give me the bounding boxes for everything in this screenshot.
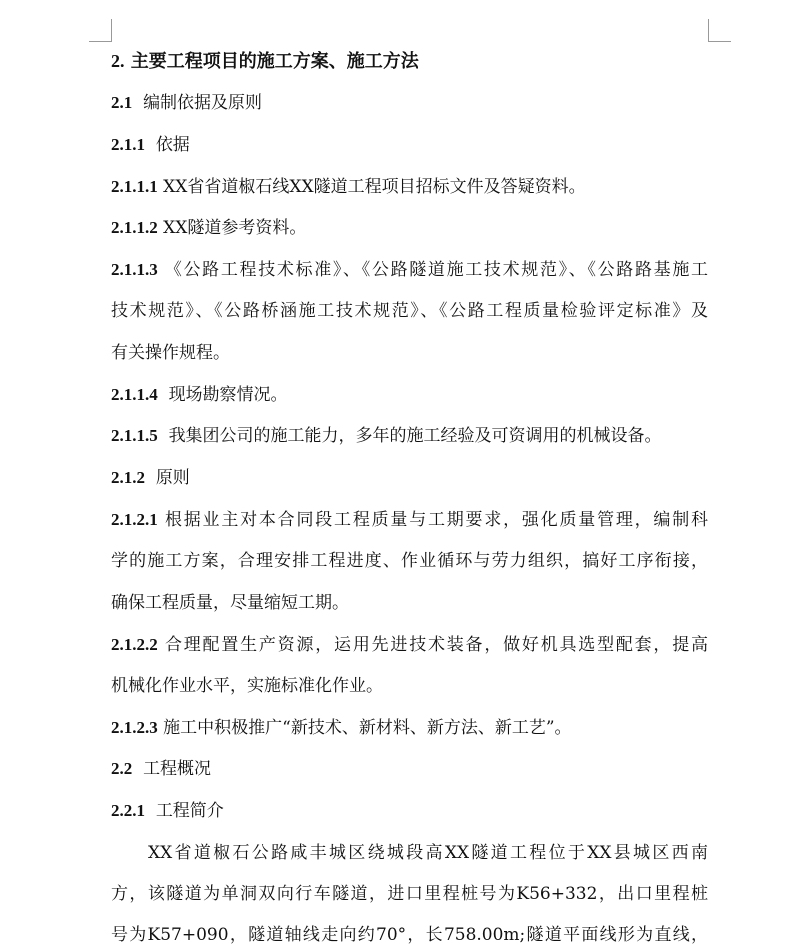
subsection-heading <box>111 799 224 823</box>
paragraph-line <box>111 258 708 282</box>
paragraph-line <box>111 216 306 240</box>
paragraph-text: 合理配置生产资源，运用先进技术装备，做好机具选型配套，提高 <box>164 635 709 655</box>
section-number: 2.1.1 <box>111 135 145 154</box>
paragraph-text: 现场勘察情况。 <box>168 385 288 405</box>
paragraph-text: 号为K57+090，隧道轴线走向约70°，长758.00m;隧道平面线形为直线， <box>111 925 708 945</box>
section-number: 2.1 <box>111 93 133 112</box>
paragraph-text: XX省道椒石公路咸丰城区绕城段高XX隧道工程位于XX县城区西南 <box>148 843 708 863</box>
paragraph-text: 有关操作规程。 <box>111 343 230 363</box>
section-number: 2.1.1.2 <box>111 218 158 237</box>
section-number: 2.1.2 <box>111 468 145 487</box>
paragraph-line <box>111 882 708 906</box>
paragraph-line <box>111 716 572 740</box>
paragraph-text: 确保工程质量，尽量缩短工期。 <box>111 593 349 613</box>
section-number: 2.1.2.1 <box>111 510 158 529</box>
subsection-heading <box>111 757 211 781</box>
paragraph-line <box>111 674 383 698</box>
paragraph-line <box>111 383 288 407</box>
section-number: 2.2.1 <box>111 801 145 820</box>
section-title: 工程概况 <box>143 759 212 779</box>
paragraph-line <box>111 508 708 532</box>
section-number: 2.2 <box>111 759 133 778</box>
section-number: 2.1.2.3 <box>111 718 158 737</box>
paragraph-line <box>111 424 662 448</box>
section-number: 2.1.1.3 <box>111 260 158 279</box>
paragraph-text: 根据业主对本合同段工程质量与工期要求，强化质量管理，编制科 <box>164 510 709 530</box>
subsection-heading <box>111 466 190 490</box>
section-number: 2.1.2.2 <box>111 635 158 654</box>
paragraph-line <box>111 341 230 365</box>
paragraph-text: 方，该隧道为单洞双向行车隧道，进口里程桩号为K56+332，出口里程桩 <box>111 884 708 904</box>
paragraph-text: 机械化作业水平，实施标准化作业。 <box>111 676 383 696</box>
section-title: 原则 <box>155 468 190 488</box>
paragraph-line <box>111 175 586 199</box>
section-title: 依据 <box>155 135 190 155</box>
section-heading <box>111 49 419 74</box>
paragraph-text: XX隧道参考资料。 <box>163 218 307 238</box>
section-title: 主要工程项目的施工方案、施工方法 <box>130 51 419 72</box>
subsection-heading <box>111 133 190 157</box>
paragraph-line <box>111 633 708 657</box>
paragraph-text: XX省省道椒石线XX隧道工程项目招标文件及答疑资料。 <box>163 177 586 197</box>
margin-corner-mark <box>89 19 112 42</box>
margin-corner-mark <box>708 19 731 42</box>
paragraph-text: 学的施工方案，合理安排工程进度、作业循环与劳力组织，搞好工序衔接， <box>111 551 708 571</box>
section-title: 编制依据及原则 <box>143 93 263 113</box>
section-number: 2.1.1.4 <box>111 385 158 404</box>
paragraph-text: 我集团公司的施工能力，多年的施工经验及可资调用的机械设备。 <box>168 426 662 446</box>
section-number: 2.1.1.1 <box>111 177 158 196</box>
paragraph-line <box>111 923 708 947</box>
section-number: 2. <box>111 51 125 71</box>
section-number: 2.1.1.5 <box>111 426 158 445</box>
paragraph-text: 《公路工程技术标准》、《公路隧道施工技术规范》、《公路路基施工 <box>164 260 708 280</box>
paragraph-line <box>148 841 708 865</box>
paragraph-line <box>111 549 708 573</box>
subsection-heading <box>111 91 262 115</box>
section-title: 工程简介 <box>155 801 224 821</box>
paragraph-line <box>111 591 349 615</box>
paragraph-line <box>111 299 708 323</box>
paragraph-text: 技术规范》、《公路桥涵施工技术规范》、《公路工程质量检验评定标准》及 <box>111 301 708 321</box>
paragraph-text: 施工中积极推广“新技术、新材料、新方法、新工艺”。 <box>163 718 572 738</box>
